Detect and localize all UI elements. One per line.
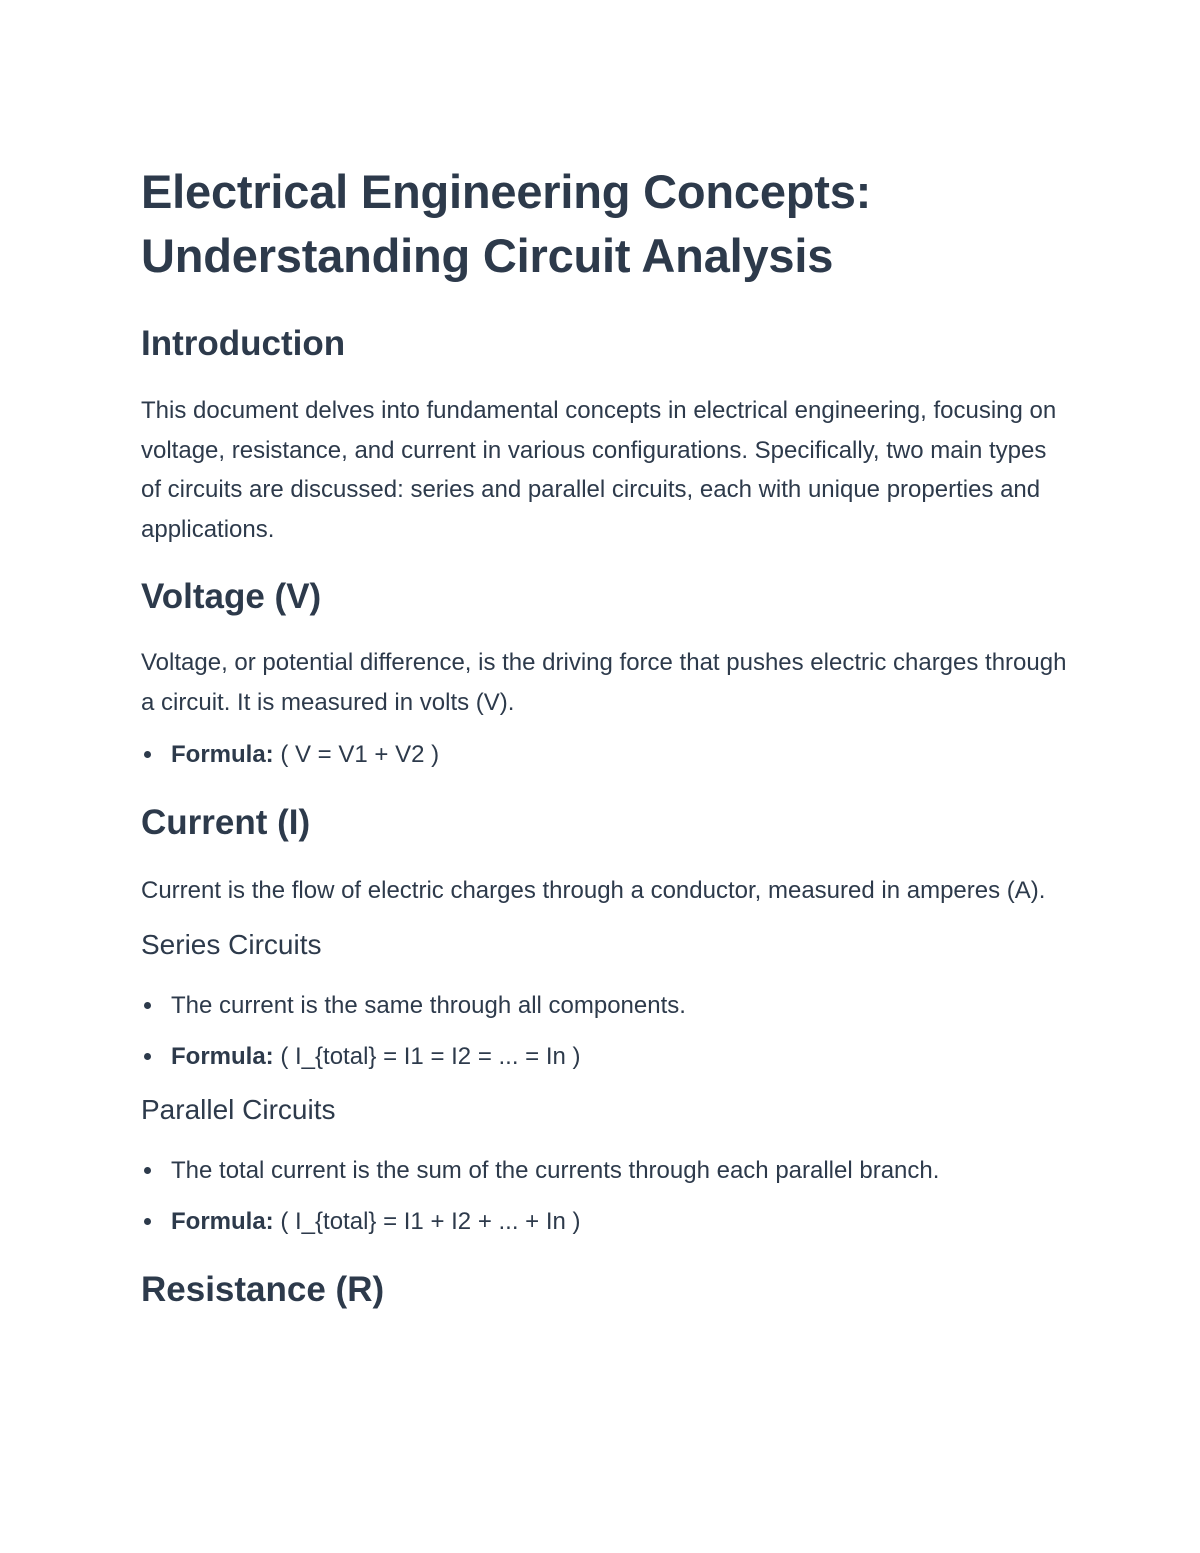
list-item: [141, 1202, 1071, 1241]
subsection-heading-parallel: Parallel Circuits: [141, 1093, 336, 1125]
document-page: [141, 160, 1071, 1312]
section-heading-resistance: Resistance (R): [141, 1269, 385, 1309]
formula-text: ( I_{total} = I1 = I2 = ... = In ): [273, 1042, 581, 1070]
introduction-paragraph: This document delves into fundamental concepts in electrical engineering, focusing on voltage, resistance, and current in various configurations. Specifically, two main types of circuits are discussed: series and parallel circuits, each with unique properties and applications.: [141, 397, 1057, 543]
formula-text: ( V = V1 + V2 ): [273, 741, 440, 768]
formula-label: Formula:: [171, 1207, 274, 1235]
formula-label: Formula:: [171, 741, 274, 768]
parallel-list: [141, 1151, 1071, 1241]
section-heading-introduction: Introduction: [141, 324, 346, 363]
document-title: Electrical Engineering Concepts: Understanding Circuit Analysis: [141, 165, 872, 282]
formula-label: Formula:: [171, 1042, 274, 1070]
list-item: The total current is the sum of the currents through each parallel branch.: [141, 1151, 1071, 1190]
current-paragraph: Current is the flow of electric charges through a conductor, measured in amperes (A).: [141, 877, 1046, 904]
formula-text: ( I_{total} = I1 + I2 + ... + In ): [273, 1207, 581, 1235]
voltage-list: [141, 735, 1071, 774]
voltage-paragraph: Voltage, or potential difference, is the driving force that pushes electric charges through a circuit. It is measured in volts (V).: [141, 649, 1067, 716]
list-item: The current is the same through all components.: [141, 986, 1071, 1025]
series-list: [141, 986, 1071, 1076]
subsection-heading-series: Series Circuits: [141, 928, 322, 960]
section-heading-voltage: Voltage (V): [141, 577, 322, 616]
list-item: [141, 1037, 1071, 1076]
list-item: [141, 735, 1071, 774]
section-heading-current: Current (I): [141, 803, 311, 842]
